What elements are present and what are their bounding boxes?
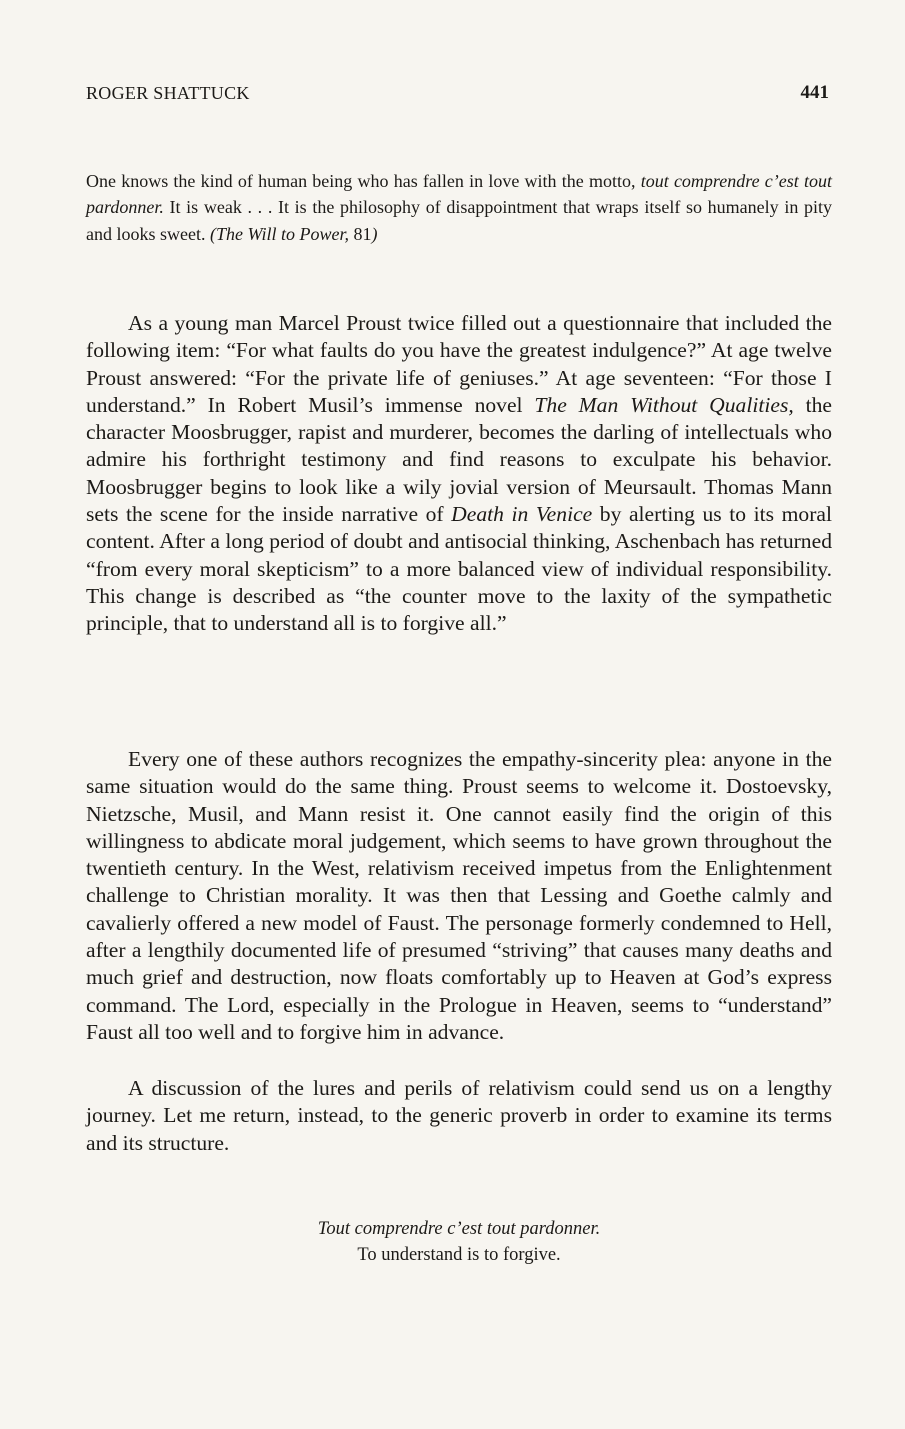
epigraph-text-1: One knows the kind of human being who has fallen in love with the motto, <box>86 171 641 191</box>
epigraph-source-close: ) <box>371 223 378 244</box>
running-head-author: ROGER SHATTUCK <box>86 83 250 103</box>
paragraph1-text-3: by alerting us to its moral content. After a long period of doubt and antisocial thinking, Aschenbach has returned “from every moral skepticism” to a more balanced view of individual responsibility. This change is described as “the counter move to the laxity of the sympathetic principle, that to understand all is to forgive all.” <box>86 502 832 636</box>
paragraph1-text-2: the character Moosbrugger, rapist and murderer, becomes the darling of intellectuals who admire his forthright testimony and find reasons to exculpate his behavior. Moosbrugger begins to look like a wily jovial version of Meursault. Thomas Mann sets the scene for the inside narrative of <box>86 392 832 527</box>
paragraph-empathy-sincerity: Every one of these authors recognizes the empathy-sincerity plea: anyone in the same situation would do the same thing. Proust seems to welcome it. Dostoevsky, Nietzsche, Musil, and Mann resist it. One cannot easily find the origin of this willingness to abdicate moral judgement, which seems to have grown throughout the twentieth century. In the West, relativism received impetus from the Enlightenment challenge to Christian morality. It was then that Lessing and Goethe calmly and cavalierly offered a new model of Faust. The personage formerly condemned to Hell, after a lengthily documented life of presumed “striving” that causes many deaths and much grief and destruction, now floats comfortably up to Heaven at God’s express command. The Lord, especially in the Prologue in Heaven, seems to “understand” Faust all too well and to forgive him in advance. <box>86 747 832 1044</box>
epigraph-source-number: 81 <box>348 223 372 244</box>
paragraph1-title-musil: The Man Without Qualities, <box>534 392 794 417</box>
running-head <box>86 80 829 110</box>
epigraph-motto: tout comprendre c’est tout pardonner. <box>86 171 833 218</box>
proverb-english: To understand is to forgive. <box>357 1245 561 1265</box>
paragraph-proust-musil-mann <box>86 310 832 638</box>
epigraph-text-2: It is weak . . . It is the philosophy of disappointment that wraps itself so humanely in pity and looks sweet. <box>86 197 832 244</box>
paragraph-relativism: A discussion of the lures and perils of relativism could send us on a lengthy journey. Let me return, instead, to the generic proverb in order to examine its terms and its structure. <box>86 1076 832 1155</box>
proverb-french: Tout comprendre c’est tout pardonner. <box>317 1219 601 1239</box>
page-number: 441 <box>800 82 829 103</box>
epigraph-quote <box>86 168 832 247</box>
paragraph1-text-1: As a young man Marcel Proust twice filled out a questionnaire that included the following item: “For what faults do you have the greatest indulgence?” At age twelve Proust answered: “For the private life of geniuses.” At age seventeen: “For those I understand.” In Robert Musil’s immense novel <box>86 311 832 417</box>
proverb-block <box>86 1216 832 1268</box>
epigraph-source-title: (The Will to Power, <box>209 223 349 244</box>
paragraph1-title-mann: Death in Venice <box>451 502 593 527</box>
